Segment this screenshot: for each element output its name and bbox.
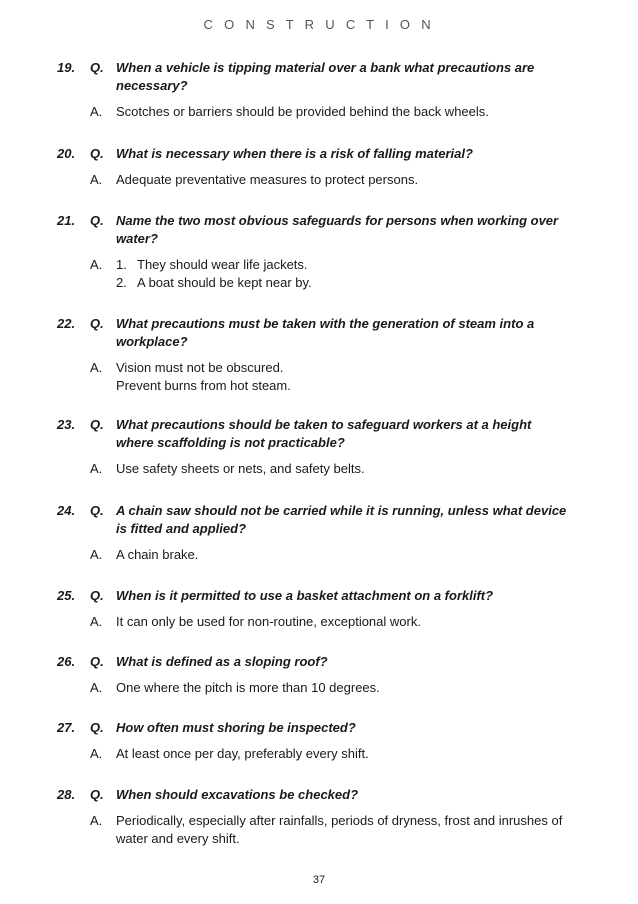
question-text: How often must shoring be inspected? xyxy=(116,720,356,735)
qa-item-25 xyxy=(0,587,638,631)
qa-item-20 xyxy=(0,145,638,189)
question-label: Q. xyxy=(90,213,104,228)
answer-label: A. xyxy=(90,547,103,562)
answer-text: It can only be used for non-routine, exceptional work. xyxy=(116,614,421,629)
answer-label: A. xyxy=(90,360,103,375)
answer-row xyxy=(0,745,638,763)
running-header: C O N S T R U C T I O N xyxy=(203,17,435,32)
answer-row xyxy=(0,679,638,697)
question-number: 22. xyxy=(57,316,76,331)
answer-label: A. xyxy=(90,614,103,629)
question-row xyxy=(0,502,638,538)
question-label: Q. xyxy=(90,720,104,735)
question-number: 26. xyxy=(57,654,76,669)
qa-item-28 xyxy=(0,786,638,848)
answer-text: A chain brake. xyxy=(116,547,199,562)
question-text: What precautions must be taken with the generation of steam into a workplace? xyxy=(116,316,535,349)
answer-line: Prevent burns from hot steam. xyxy=(116,378,291,393)
question-label: Q. xyxy=(90,588,104,603)
question-number: 24. xyxy=(57,503,76,518)
question-label: Q. xyxy=(90,654,104,669)
answer-row xyxy=(0,171,638,189)
qa-item-21 xyxy=(0,212,638,292)
question-text: When is it permitted to use a basket attachment on a forklift? xyxy=(116,588,494,603)
question-row xyxy=(0,786,638,804)
question-text: What is necessary when there is a risk of falling material? xyxy=(116,146,473,161)
question-row xyxy=(0,212,638,248)
qa-item-23 xyxy=(0,416,638,478)
answer-row xyxy=(0,812,638,848)
question-label: Q. xyxy=(90,787,104,802)
list-item xyxy=(116,274,571,292)
answer-label: A. xyxy=(90,813,103,828)
answer-label: A. xyxy=(90,104,103,119)
answer-row xyxy=(0,359,638,395)
list-item xyxy=(116,256,571,274)
answer-text: Adequate preventative measures to protect persons. xyxy=(116,172,419,187)
question-row xyxy=(0,145,638,163)
answer-text: Scotches or barriers should be provided behind the back wheels. xyxy=(116,104,489,119)
list-number: 1. xyxy=(116,257,127,272)
question-row xyxy=(0,59,638,95)
answer-label: A. xyxy=(90,257,103,272)
answer-row xyxy=(0,103,638,121)
question-row xyxy=(0,416,638,452)
answer-label: A. xyxy=(90,461,103,476)
answer-text: Use safety sheets or nets, and safety belts. xyxy=(116,461,365,476)
page-number: 37 xyxy=(312,874,326,886)
list-text: They should wear life jackets. xyxy=(137,257,308,272)
answer-label: A. xyxy=(90,172,103,187)
answer-lines xyxy=(116,359,571,395)
question-row xyxy=(0,587,638,605)
list-number: 2. xyxy=(116,275,127,290)
answer-row xyxy=(0,546,638,564)
qa-item-26 xyxy=(0,653,638,697)
question-row xyxy=(0,653,638,671)
question-text: When a vehicle is tipping material over a bank what precautions are necessary? xyxy=(116,60,535,93)
answer-text: At least once per day, preferably every shift. xyxy=(116,746,369,761)
answer-row xyxy=(0,613,638,631)
question-text: Name the two most obvious safeguards for persons when working over water? xyxy=(116,213,559,246)
qa-item-24 xyxy=(0,502,638,564)
question-number: 25. xyxy=(57,588,76,603)
qa-item-22 xyxy=(0,315,638,395)
list-text: A boat should be kept near by. xyxy=(137,275,312,290)
qa-item-27 xyxy=(0,719,638,763)
question-label: Q. xyxy=(90,503,104,518)
question-number: 20. xyxy=(57,146,76,161)
question-text: What is defined as a sloping roof? xyxy=(116,654,328,669)
answer-text: One where the pitch is more than 10 degrees. xyxy=(116,680,380,695)
question-text: When should excavations be checked? xyxy=(116,787,359,802)
question-text: What precautions should be taken to safeguard workers at a height where scaffolding is not practicable? xyxy=(116,417,532,450)
question-row xyxy=(0,315,638,351)
question-number: 21. xyxy=(57,213,76,228)
question-number: 27. xyxy=(57,720,76,735)
question-number: 28. xyxy=(57,787,76,802)
question-label: Q. xyxy=(90,417,104,432)
answer-label: A. xyxy=(90,680,103,695)
qa-item-19 xyxy=(0,59,638,121)
answer-line: Vision must not be obscured. xyxy=(116,360,284,375)
answer-row xyxy=(0,256,638,292)
question-number: 19. xyxy=(57,60,76,75)
answer-row xyxy=(0,460,638,478)
question-number: 23. xyxy=(57,417,76,432)
answer-text: Periodically, especially after rainfalls, periods of dryness, frost and inrushes of water and every shift. xyxy=(116,813,563,846)
answer-list xyxy=(116,256,571,292)
question-row xyxy=(0,719,638,737)
question-label: Q. xyxy=(90,316,104,331)
answer-label: A. xyxy=(90,746,103,761)
question-label: Q. xyxy=(90,146,104,161)
question-text: A chain saw should not be carried while it is running, unless what device is fitted and applied? xyxy=(116,503,567,536)
question-label: Q. xyxy=(90,60,104,75)
